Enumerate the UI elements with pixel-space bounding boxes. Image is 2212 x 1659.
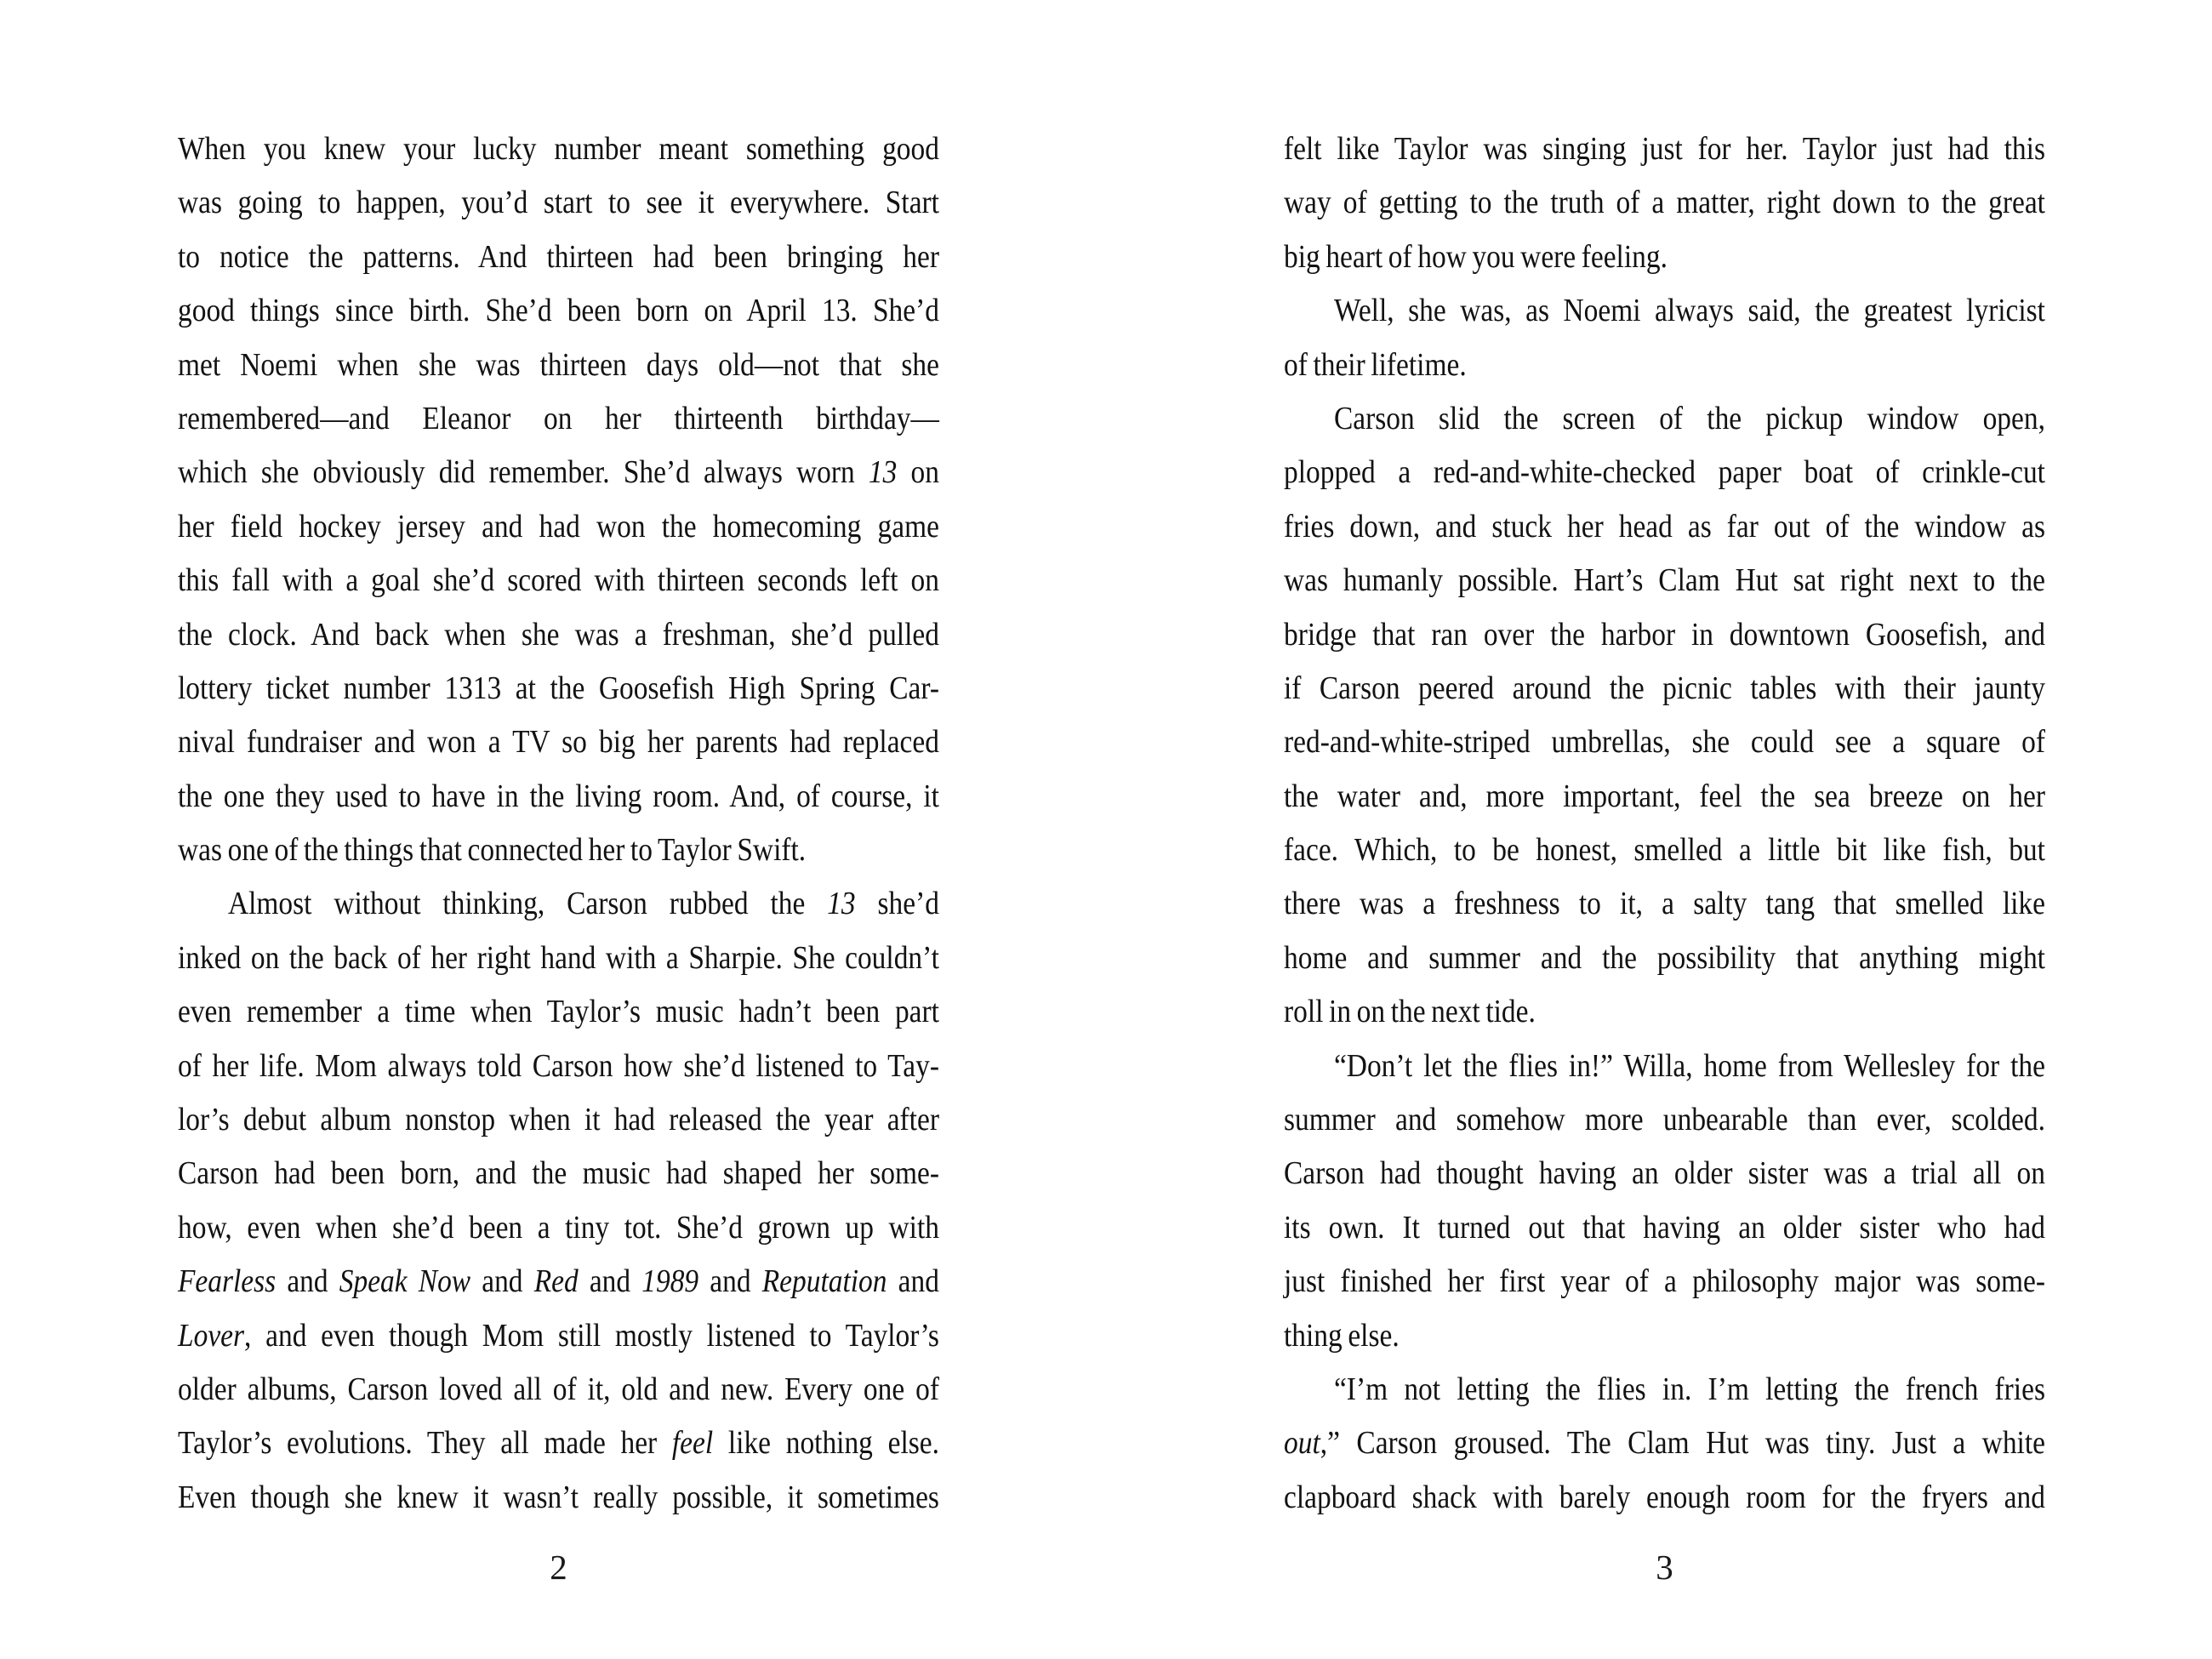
text-segment: the clock. And back when she was a freshman, she’d pulled: [178, 616, 939, 653]
text-segment: felt like Taylor was singing just for her. Taylor just had this: [1284, 131, 2045, 167]
text-line: [1284, 339, 2045, 392]
text-segment: fries down, and stuck her head as far out of the window as: [1284, 508, 2045, 544]
text-segment: ,” Carson groused. The Clam Hut was tiny. Just a white: [1320, 1425, 2045, 1462]
text-line: [178, 500, 939, 554]
text-segment: just finished her first year of a philosophy major was some-: [1284, 1263, 2045, 1300]
text-segment: of her life. Mom always told Carson how she’d listened to Tay-: [178, 1047, 939, 1084]
text-segment: and: [470, 1263, 534, 1300]
italic-text-segment: 13: [868, 454, 898, 491]
text-line: [1284, 1417, 2045, 1470]
text-line: [178, 1471, 939, 1525]
italic-text-segment: out: [1284, 1425, 1320, 1462]
text-segment: older albums, Carson loved all of it, old and new. Every one of: [178, 1371, 939, 1407]
text-line: [1284, 1093, 2045, 1147]
text-segment: nival fundraiser and won a TV so big her parents had replaced: [178, 724, 939, 761]
text-line: [178, 1309, 939, 1363]
text-line: [178, 231, 939, 284]
text-line: [178, 1255, 939, 1308]
text-segment: its own. It turned out that having an older sister who had: [1284, 1209, 2045, 1246]
text-segment: thing else.: [1284, 1317, 1400, 1354]
text-line: [178, 446, 939, 499]
text-segment: she’d: [855, 886, 939, 922]
text-line: [1284, 123, 2045, 176]
text-segment: this fall with a goal she’d scored with thirteen seconds left on: [178, 562, 939, 599]
text-segment: remembered—and Eleanor on her thirteenth birthday—: [178, 400, 939, 436]
text-segment: summer and somehow more unbearable than ever, scolded.: [1284, 1102, 2045, 1138]
italic-text-segment: Red: [533, 1263, 579, 1300]
text-line: [178, 1363, 939, 1417]
text-line: [1284, 1147, 2045, 1200]
text-segment: and: [698, 1263, 762, 1300]
text-line: [178, 554, 939, 607]
text-line: [178, 608, 939, 662]
text-segment: was going to happen, you’d start to see it everywhere. Start: [178, 185, 939, 221]
text-line: [178, 824, 939, 877]
italic-text-segment: Lover: [178, 1317, 245, 1354]
text-line: [178, 123, 939, 176]
text-segment: even remember a time when Taylor’s music hadn’t been part: [178, 994, 939, 1030]
text-segment: met Noemi when she was thirteen days old—not that she: [178, 346, 939, 383]
text-line: [1284, 446, 2045, 499]
text-line: [1284, 1040, 2045, 1093]
text-segment: Even though she knew it wasn’t really possible, it sometimes: [178, 1479, 939, 1515]
text-line: [178, 662, 939, 715]
text-segment: Taylor’s evolutions. They all made her: [178, 1425, 672, 1462]
text-line: [178, 1147, 939, 1200]
text-segment: which she obviously did remember. She’d always worn: [178, 454, 869, 491]
text-segment: her field hockey jersey and had won the homecoming game: [178, 508, 939, 544]
text-segment: was one of the things that connected her to Taylor Swift.: [178, 832, 807, 869]
text-line: [178, 339, 939, 392]
text-segment: lor’s debut album nonstop when it had released the year after: [178, 1102, 939, 1138]
page-left-text-block: [178, 123, 939, 1525]
text-segment: , and even though Mom still mostly listened to Taylor’s: [244, 1317, 939, 1354]
text-segment: how, even when she’d been a tiny tot. She’d grown up with: [178, 1209, 939, 1246]
text-line: [178, 985, 939, 1039]
text-line: [178, 932, 939, 985]
text-segment: big heart of how you were feeling.: [1284, 238, 1668, 275]
text-line: [178, 284, 939, 338]
text-line: [178, 1040, 939, 1093]
page-right-number: 3: [1656, 1548, 1673, 1587]
italic-text-segment: Reputation: [761, 1263, 887, 1300]
text-segment: if Carson peered around the picnic tables with their jaunty: [1284, 670, 2045, 706]
text-segment: Almost without thinking, Carson rubbed the: [227, 886, 828, 922]
text-line: [1284, 877, 2045, 931]
text-segment: and: [887, 1263, 939, 1300]
text-line: [1284, 985, 2045, 1039]
italic-text-segment: Fearless: [178, 1263, 276, 1300]
text-segment: of their lifetime.: [1284, 346, 1467, 383]
text-segment: roll in on the next tide.: [1284, 994, 1536, 1030]
text-segment: When you knew your lucky number meant something good: [178, 131, 939, 167]
italic-text-segment: 13: [827, 886, 856, 922]
text-segment: clapboard shack with barely enough room for the fryers and: [1284, 1479, 2045, 1515]
text-line: [1284, 1363, 2045, 1417]
text-segment: “Don’t let the flies in!” Willa, home from Wellesley for the: [1333, 1047, 2045, 1084]
text-segment: way of getting to the truth of a matter, right down to the great: [1284, 185, 2045, 221]
text-line: [1284, 500, 2045, 554]
text-line: [178, 1201, 939, 1255]
text-segment: Carson had thought having an older sister was a trial all on: [1284, 1155, 2045, 1192]
text-segment: lottery ticket number 1313 at the Goosefish High Spring Car-: [178, 670, 939, 706]
italic-text-segment: Speak Now: [339, 1263, 471, 1300]
text-segment: face. Which, to be honest, smelled a little bit like fish, but: [1284, 832, 2045, 869]
text-line: [178, 176, 939, 230]
text-line: [1284, 770, 2045, 824]
text-segment: red-and-white-striped umbrellas, she could see a square of: [1284, 724, 2045, 761]
page-right: [1106, 0, 2212, 1659]
text-line: [1284, 608, 2045, 662]
text-segment: Well, she was, as Noemi always said, the greatest lyricist: [1333, 293, 2045, 329]
text-segment: and: [276, 1263, 339, 1300]
italic-text-segment: 1989: [641, 1263, 699, 1300]
text-line: [178, 715, 939, 769]
text-segment: home and summer and the possibility that anything might: [1284, 939, 2045, 976]
text-line: [1284, 932, 2045, 985]
text-segment: was humanly possible. Hart’s Clam Hut sat right next to the: [1284, 562, 2045, 599]
text-line: [178, 1417, 939, 1470]
text-line: [1284, 392, 2045, 446]
text-line: [1284, 824, 2045, 877]
text-segment: the one they used to have in the living room. And, of course, it: [178, 778, 939, 814]
text-segment: inked on the back of her right hand with a Sharpie. She couldn’t: [178, 939, 939, 976]
text-line: [1284, 662, 2045, 715]
text-line: [1284, 231, 2045, 284]
text-line: [1284, 1309, 2045, 1363]
text-line: [1284, 715, 2045, 769]
text-segment: “I’m not letting the flies in. I’m letting the french fries: [1333, 1371, 2045, 1407]
text-line: [1284, 1255, 2045, 1308]
text-line: [1284, 176, 2045, 230]
text-segment: there was a freshness to it, a salty tang that smelled like: [1284, 886, 2045, 922]
text-line: [178, 1093, 939, 1147]
text-segment: Carson had been born, and the music had shaped her some-: [178, 1155, 939, 1192]
text-segment: the water and, more important, feel the sea breeze on her: [1284, 778, 2045, 814]
text-line: [178, 877, 939, 931]
text-line: [1284, 1471, 2045, 1525]
text-segment: plopped a red-and-white-checked paper boat of crinkle-cut: [1284, 454, 2045, 491]
text-line: [1284, 1201, 2045, 1255]
text-line: [1284, 554, 2045, 607]
text-segment: like nothing else.: [713, 1425, 939, 1462]
text-segment: on: [897, 454, 939, 491]
page-right-text-block: [1284, 123, 2045, 1525]
text-segment: bridge that ran over the harbor in downtown Goosefish, and: [1284, 616, 2045, 653]
italic-text-segment: feel: [671, 1425, 714, 1462]
text-segment: to notice the patterns. And thirteen had been bringing her: [178, 238, 939, 275]
text-segment: good things since birth. She’d been born on April 13. She’d: [178, 293, 939, 329]
text-line: [178, 770, 939, 824]
text-line: [1284, 284, 2045, 338]
text-segment: Carson slid the screen of the pickup window open,: [1333, 400, 2045, 436]
page-left-number: 2: [550, 1548, 567, 1587]
text-line: [178, 392, 939, 446]
text-segment: and: [578, 1263, 642, 1300]
